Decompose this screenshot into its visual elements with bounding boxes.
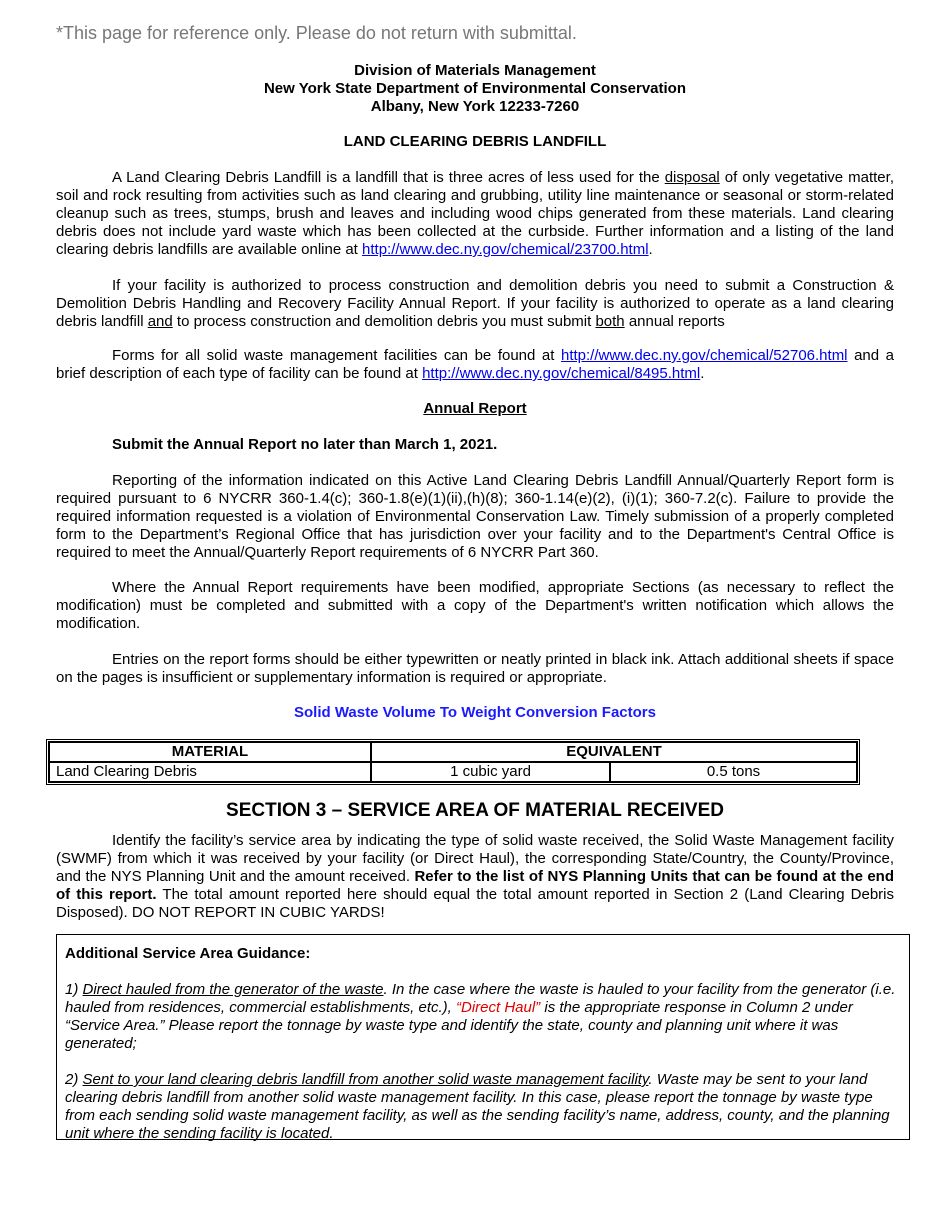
- section-3-text-a: Identify the facility’s service area by indicating the type of solid waste received, the Solid Waste Management facility (SWMF) from which it was received by your facility (or Direct Haul), the corresponding State/Country, the County/Province, and the NYS Planning Unit and the amount received.: [56, 832, 894, 885]
- section-3-text-b: The total amount reported here should equal the total amount reported in Section 2 (Land Clearing Debris Disposed). DO NOT REPORT IN CUBIC YARDS!: [56, 886, 894, 921]
- intro-text-b: of only vegetative matter, soil and rock resulting from activities such as land clearing and grubbing, utility line maintenance or seasonal or storm-related cleanup such as trees, stumps, brush and leaves and including wood chips generated from these materials. Land clearing debris does not include yard waste which has been collected at the curbside. Further information and a listing of the land clearing debris landfills are available online at: [56, 169, 894, 258]
- division-name: Division of Materials Management: [354, 62, 596, 79]
- weight-cell: 0.5 tons: [610, 762, 857, 782]
- cd-text-b: to process construction and demolition debris you must submit: [172, 313, 596, 330]
- modification-paragraph: Where the Annual Report requirements have been modified, appropriate Sections (as necessary to reflect the modification) must be completed and submitted with a copy of the Department's written notification which allows the modification.: [56, 579, 894, 632]
- material-cell: Land Clearing Debris: [49, 762, 371, 782]
- guidance-item-direct-haul: [65, 981, 901, 1053]
- intro-text-a: A Land Clearing Debris Landfill is a landfill that is three acres of less used for the: [112, 169, 665, 186]
- volume-cell: 1 cubic yard: [371, 762, 610, 782]
- annual-report-heading-wrap: [0, 400, 950, 418]
- and-underlined: and: [147, 313, 173, 330]
- reporting-requirements-paragraph: Reporting of the information indicated on this Active Land Clearing Debris Landfill Annual/Quarterly Report form is required pursuant to 6 NYCRR 360-1.4(c); 360-1.8(e)(1)(ii),(h)(8); 360-1.14(e)(2), (i)(1); 360-7.2(c). Failure to provide the required information requested is a violation of Environmental Conservation Law. Timely submission of a properly completed form to the Department’s Regional Office that has jurisdiction over your facility and to the Department's Central Office is required to meet the Annual/Quarterly Report requirements of 6 NYCRR Part 360.: [56, 472, 894, 561]
- annual-report-heading: Annual Report: [423, 400, 527, 417]
- guidance-item-2-number: 2): [65, 1071, 83, 1088]
- submit-deadline: Submit the Annual Report no later than March 1, 2021.: [112, 436, 498, 453]
- intro-paragraph: [56, 169, 894, 259]
- conversion-factors-title: Solid Waste Volume To Weight Conversion Factors: [294, 704, 656, 721]
- table-row: [49, 762, 857, 782]
- landfill-list-link[interactable]: http://www.dec.ny.gov/chemical/23700.html: [362, 241, 649, 258]
- reference-note: *This page for reference only. Please do not return with submittal.: [56, 23, 577, 43]
- guidance-item-2-text: . Waste may be sent to your land clearing debris landfill from another solid waste management facility. In this case, please report the tonnage by waste type from each sending solid waste management facility, as well as the sending facility’s name, address, county, and the planning unit where the sending facility is located.: [65, 1071, 890, 1142]
- forms-text-c: .: [700, 365, 705, 382]
- both-underlined: both: [595, 313, 625, 330]
- section-3-title: SECTION 3 – SERVICE AREA OF MATERIAL RECEIVED: [226, 800, 724, 821]
- page-title: LAND CLEARING DEBRIS LANDFILL: [343, 133, 607, 150]
- disposal-underlined: disposal: [664, 169, 720, 186]
- facility-types-link[interactable]: http://www.dec.ny.gov/chemical/8495.html: [422, 365, 701, 382]
- material-header: MATERIAL: [49, 742, 371, 762]
- cd-text-a: If your facility is authorized to process construction and demolition debris you need to submit a Construction & Demolition Debris Handling and Recovery Facility Annual Report. If your facility is authorized to operate as a land clearing debris landfill: [56, 277, 894, 330]
- guidance-item-other-facility: [65, 1071, 901, 1143]
- department-name: New York State Department of Environmental Conservation: [263, 80, 687, 97]
- forms-paragraph: [56, 347, 894, 383]
- forms-text-a: Forms for all solid waste management facilities can be found at: [112, 347, 561, 364]
- service-area-guidance-box: [56, 934, 910, 1140]
- guidance-item-1-text-a: . In the case where the waste is hauled to your facility from the generator (i.e. hauled from residences, commercial establishments, etc.),: [65, 981, 896, 1016]
- conversion-table: [46, 739, 860, 785]
- guidance-title: Additional Service Area Guidance:: [65, 945, 311, 962]
- direct-haul-highlight: “Direct Haul”: [456, 999, 541, 1016]
- department-address: Albany, New York 12233-7260: [370, 98, 580, 115]
- intro-text-c: .: [648, 241, 653, 258]
- table-header-row: [49, 742, 857, 762]
- forms-text-b: and a brief description of each type of facility can be found at: [56, 347, 894, 382]
- agency-header: [0, 62, 950, 116]
- cd-text-c: annual reports: [624, 313, 725, 330]
- planning-units-note: Refer to the list of NYS Planning Units that can be found at the end of this report.: [56, 868, 895, 903]
- section-3-intro: [56, 832, 894, 922]
- guidance-item-1-text-b: is the appropriate response in Column 2 under “Service Area.” Please report the tonnage by waste type and identify the state, county and planning unit where it was generated;: [65, 999, 853, 1052]
- guidance-item-1-number: 1): [65, 981, 83, 998]
- entries-paragraph: Entries on the report forms should be either typewritten or neatly printed in black ink. Attach additional sheets if space on the pages is insufficient or supplementary information is required or appropriate.: [56, 651, 894, 686]
- guidance-item-1-heading: Direct hauled from the generator of the waste: [82, 981, 384, 998]
- equivalent-header: EQUIVALENT: [371, 742, 857, 762]
- forms-link[interactable]: http://www.dec.ny.gov/chemical/52706.html: [560, 347, 848, 364]
- cd-debris-paragraph: [56, 277, 894, 331]
- guidance-item-2-heading: Sent to your land clearing debris landfill from another solid waste management facility: [82, 1071, 649, 1088]
